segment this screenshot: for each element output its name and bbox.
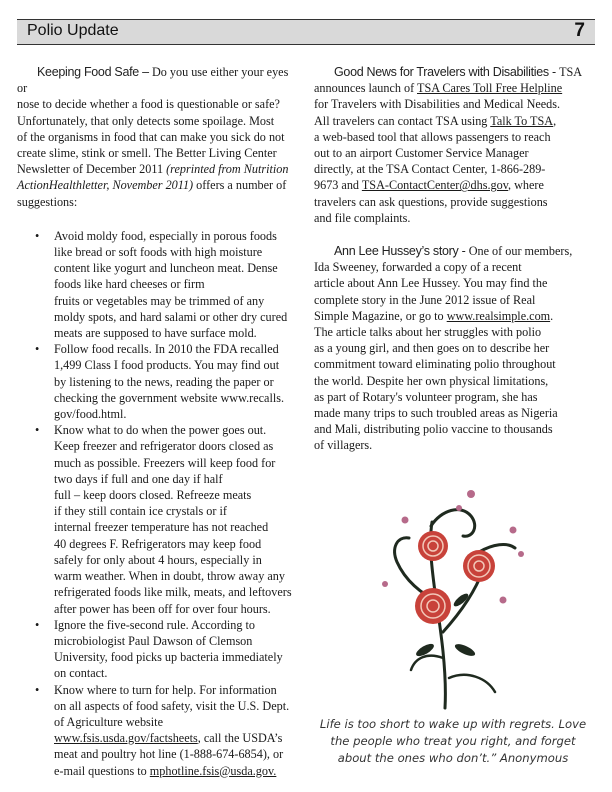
tsa-helpline-link[interactable]: TSA Cares Toll Free Helpline (417, 81, 563, 96)
list-item: • Ignore the five-second rule. According to microbiologist Paul Dawson of Clemson University, food picks up bacteria immediately on contact. (17, 617, 299, 682)
hussey-heading: Ann Lee Hussey’s story - (334, 244, 469, 259)
bud-icon (510, 527, 517, 534)
citation: (reprinted from Nutrition ActionHealthletter, November 2011) (17, 162, 289, 193)
rose-right (463, 550, 495, 582)
right-column (314, 64, 596, 454)
realsimple-link[interactable]: www.realsimple.com (446, 308, 551, 323)
bud-icon (382, 581, 388, 587)
list-item: • Follow food recalls. In 2010 the FDA recalled 1,499 Class I food products. You may find out by listening to the news, reading the paper or checking the government website www.recalls. gov/food.html. (17, 341, 299, 422)
rose-top (418, 531, 448, 561)
lower-left-tendril (411, 656, 443, 670)
list-item: • Avoid moldy food, especially in porous foods like bread or soft foods with high moisture content like yogurt and luncheon meat. Dense foods like hard cheeses or firm fruits or vegetables may be trimmed of any moldy spots, and hard salami or other dry cured meats are supposed to have surface mold. (17, 228, 299, 341)
tsa-email-link[interactable]: TSA-ContactCenter@dhs.gov (361, 178, 509, 193)
bud-icon (518, 551, 524, 557)
rose-illustration (375, 482, 530, 710)
usda-email-link[interactable]: mphotline.fsis@usda.gov. (149, 763, 277, 778)
leaf-icon (453, 642, 476, 659)
lower-tendril (449, 675, 495, 692)
list-item: • Know where to turn for help. For information on all aspects of food safety, visit the U.S. Dept. of Agriculture website www.fsis.usda.gov/factsheets, call the USDA’s meat and poultry hot line (1-888-674-6854), or e-mail questions to mphotline.fsis@usda.gov. (17, 682, 299, 779)
left-column (17, 64, 299, 779)
fsis-link[interactable]: www.fsis.usda.gov/factsheets (54, 731, 198, 746)
list-item: • Know what to do when the power goes out. Keep freezer and refrigerator doors closed as much as possible. Freezers will keep food for two days if full and one day if half full – keep doors closed. Refreeze meats if they still contain ice crystals or if internal freezer temperature has not reached 40 degrees F. Refrigerators may keep food safely for only about 4 hours, especially in warm weather. When in doubt, throw away any refrigerated foods like milk, meats, and leftovers after power has been off for over four hours. (17, 422, 299, 616)
hussey-article: Ann Lee Hussey’s story - One of our members, Ida Sweeney, forwarded a copy of a recent article about Ann Lee Hussey. You may find the complete story in the June 2012 issue of Real Simple Magazine, or go to www.realsimple.com. The article talks about her struggles with polio as a young girl, and then goes on to describe her commitment toward eliminating polio throughout the world. Despite her own physical limitations, as part of Rotary's volunteer program, she has made many trips to such troubled areas as Nigeria and Mali, distributing polio vaccine to thousands of villagers. (314, 244, 573, 453)
food-safety-tips (17, 228, 299, 779)
travelers-article: Good News for Travelers with Disabilities - TSA announces launch of TSA Cares Toll Free Helpline for Travelers with Disabilities and Medical Needs. All travelers can contact TSA using Talk To TSA, a web-based tool that allows passengers to reach out to an airport Customer Service Manager directly, at the TSA Contact Center, 1-866-289- 9673 and TSA-ContactCenter@dhs.gov, where travelers can ask questions, provide suggestions and file complaints. (314, 65, 583, 225)
page-header (17, 19, 595, 45)
newsletter-title: Polio Update (27, 22, 119, 39)
bud-icon (500, 597, 507, 604)
bud-stem (479, 545, 515, 552)
bud-icon (467, 490, 475, 498)
travelers-heading: Good News for Travelers with Disabilities - (334, 65, 560, 79)
rose-center (415, 588, 451, 624)
food-safety-heading: Keeping Food Safe – (37, 65, 152, 79)
bud-icon (402, 517, 409, 524)
talk-to-tsa-link[interactable]: Talk To TSA (490, 113, 554, 128)
bud-icon (456, 505, 462, 511)
food-safety-intro: Keeping Food Safe – Do you use either your eyes or nose to decide whether a food is questionable or safe? Unfortunately, that only detects some spoilage. Most of the organisms in food that can make you sick do not create slime, stink or smell. The Better Living Center Newsletter of December 2011 (reprinted from Nutrition ActionHealthletter, November 2011) offers a number of suggestions: (17, 65, 289, 209)
closing-quote: Life is too short to wake up with regrets. Love the people who treat you right, and forget about the ones who don’t.” Anonymous (319, 717, 587, 765)
page-number: 7 (574, 20, 585, 41)
